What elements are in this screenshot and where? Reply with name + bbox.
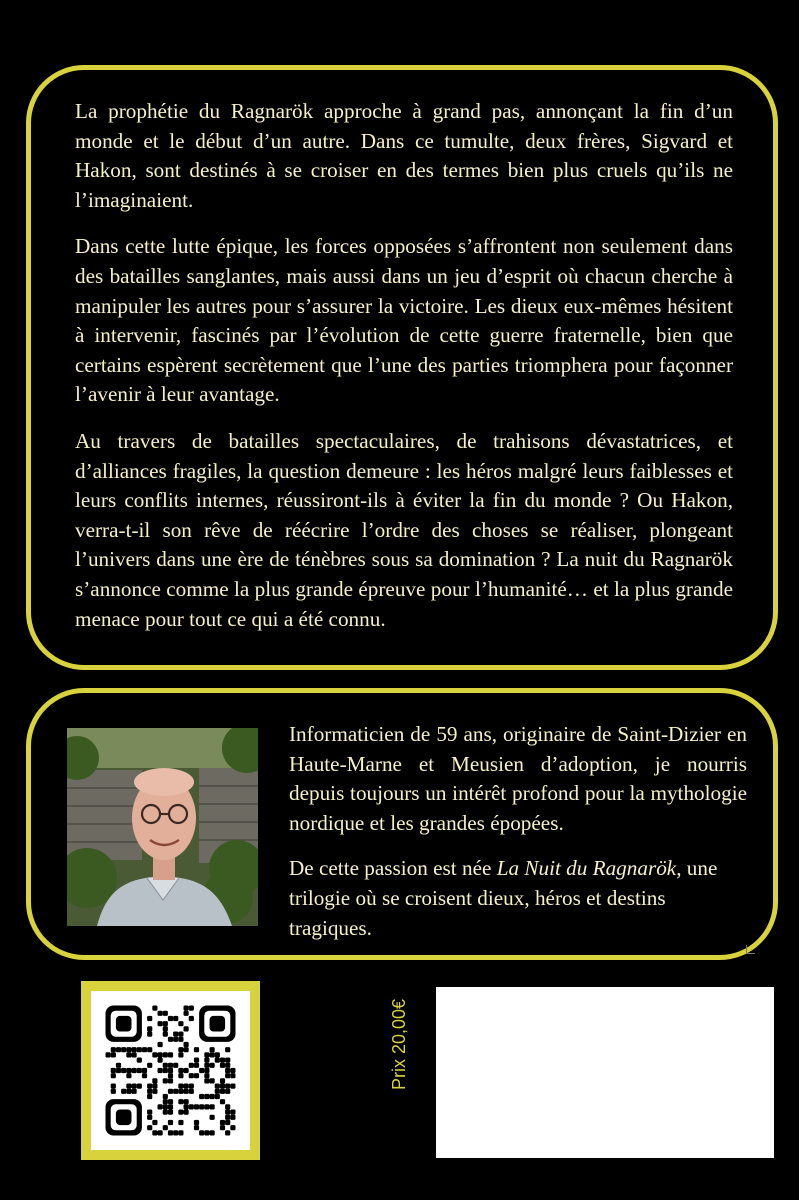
author-passion — [289, 854, 747, 943]
price-label: Prix 20,00€ — [389, 998, 409, 1090]
qr-code-frame — [81, 981, 260, 1160]
synopsis-paragraph: La prophétie du Ragnarök approche à grand pas, annonçant la fin d’un monde et le début d’un autre. Dans ce tumulte, deux frères, Sigvard et Hakon, sont destinés à se croiser en des termes bien plus cruels qu’ils ne l’imaginaient. — [75, 99, 733, 212]
author-bio: Informaticien de 59 ans, originaire de Saint-Dizier en Haute-Marne et Meusien d’adoption, je nourris depuis toujours un intérêt profond pour la mythologie nordique et les grandes épopées. — [289, 722, 747, 835]
synopsis-paragraph: Au travers de batailles spectaculaires, de trahisons dévastatrices, et d’alliances fragiles, la question demeure : les héros malgré leurs faiblesses et leurs conflits internes, réussiront-ils à éviter la fin du monde ? Ou Hakon, verra-t-il son rêve de réécrire l’ordre des choses se réaliser, plongeant l’univers dans une ère de ténèbres sous sa domination ? La nuit du Ragnarök s’annonce comme la plus grande épreuve pour l’humanité… et la plus grande menace pour tout ce qui a été connu. — [75, 428, 733, 631]
synopsis-paragraph: Dans cette lutte épique, les forces opposées s’affrontent non seulement dans des batailles sanglantes, mais aussi dans un jeu d’esprit où chacun cherche à manipuler les autres pour s’assurer la victoire. Les dieux eux-mêmes hésitent à intervenir, fascinés par l’évolution de cette guerre fraternelle, bien que certains espèrent secrètement que l’une des parties triomphera pour façonner l’avenir à leur avantage. — [75, 234, 733, 407]
author-text — [289, 720, 747, 959]
passion-prefix: De cette passion est née — [289, 856, 497, 881]
author-photo — [67, 728, 258, 926]
author-box — [26, 688, 778, 960]
crop-mark — [746, 945, 755, 954]
qr-code — [91, 991, 250, 1150]
synopsis-box — [26, 65, 778, 670]
barcode-area — [436, 987, 774, 1158]
passion-suffix: , une trilogie où se croisent dieux, héros et destins tragiques. — [289, 856, 718, 940]
book-title: La Nuit du Ragnarök — [496, 856, 677, 881]
